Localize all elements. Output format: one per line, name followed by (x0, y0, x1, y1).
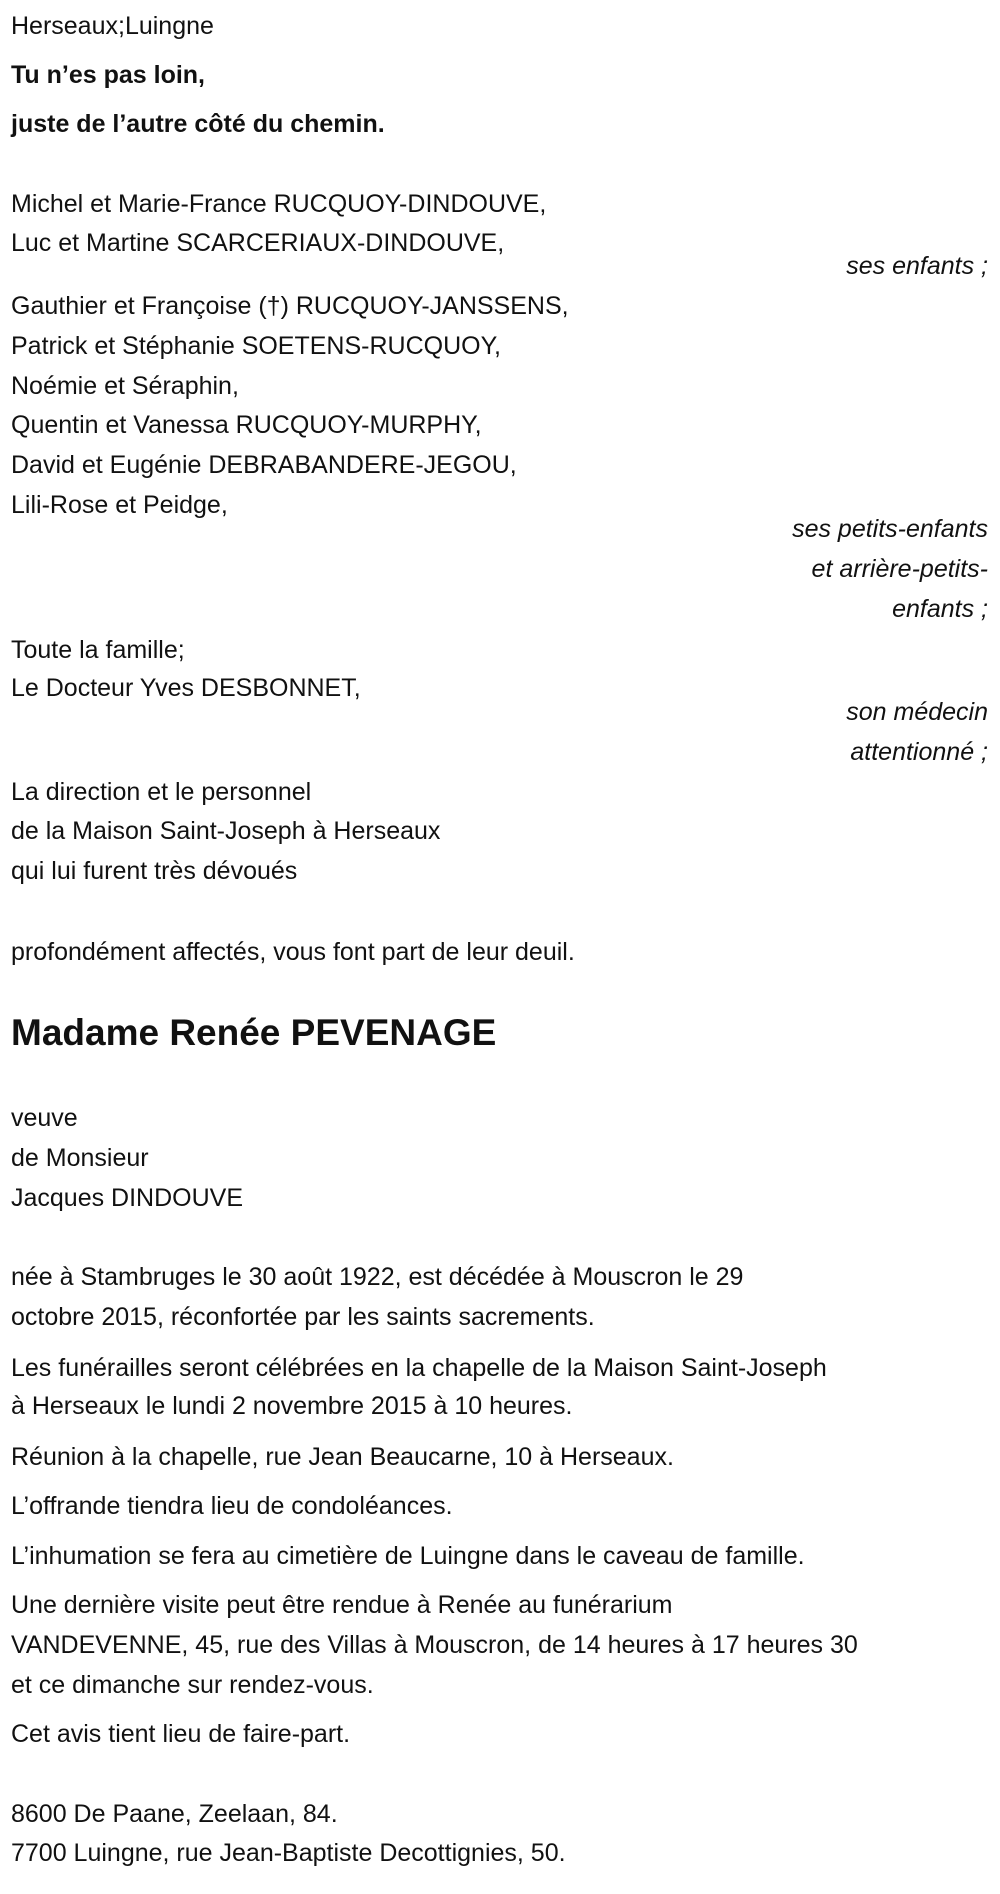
staff-line: qui lui furent très dévoués (11, 857, 298, 885)
children-line: Michel et Marie-France RUCQUOY-DINDOUVE, (11, 190, 547, 218)
detail-line: L’inhumation se fera au cimetière de Luingne dans le caveau de famille. (11, 1542, 805, 1570)
relation-label: ses enfants ; (846, 252, 988, 280)
widow-line: Jacques DINDOUVE (11, 1184, 244, 1212)
address-line: 7700 Luingne, rue Jean-Baptiste Decottignies, 50. (11, 1839, 566, 1867)
family-line: Le Docteur Yves DESBONNET, (11, 674, 361, 702)
widow-line: de Monsieur (11, 1144, 149, 1172)
relation-label: et arrière-petits- (811, 555, 988, 583)
grandchildren-line: Quentin et Vanessa RUCQUOY-MURPHY, (11, 411, 482, 439)
relation-label: enfants ; (892, 595, 988, 623)
detail-line: Les funérailles seront célébrées en la chapelle de la Maison Saint-Joseph (11, 1354, 827, 1382)
grandchildren-line: Patrick et Stéphanie SOETENS-RUCQUOY, (11, 332, 501, 360)
announcement-line: profondément affectés, vous font part de leur deuil. (11, 938, 575, 966)
relation-label: attentionné ; (850, 738, 988, 766)
place-line: Herseaux;Luingne (11, 12, 214, 40)
detail-line: à Herseaux le lundi 2 novembre 2015 à 10 heures. (11, 1392, 573, 1420)
widow-line: veuve (11, 1104, 78, 1132)
address-line: 8600 De Paane, Zeelaan, 84. (11, 1800, 338, 1828)
detail-line: L’offrande tiendra lieu de condoléances. (11, 1492, 453, 1520)
grandchildren-line: Lili-Rose et Peidge, (11, 491, 228, 519)
quote-line: Tu n’es pas loin, (11, 61, 206, 89)
grandchildren-line: Noémie et Séraphin, (11, 372, 239, 400)
relation-label: ses petits-enfants (792, 515, 988, 543)
quote-line: juste de l’autre côté du chemin. (11, 110, 385, 138)
detail-line: octobre 2015, réconfortée par les saints sacrements. (11, 1303, 595, 1331)
grandchildren-line: Gauthier et Françoise (†) RUCQUOY-JANSSENS, (11, 292, 569, 320)
deceased-name: Madame Renée PEVENAGE (11, 1012, 497, 1053)
detail-line: née à Stambruges le 30 août 1922, est décédée à Mouscron le 29 (11, 1263, 744, 1291)
grandchildren-line: David et Eugénie DEBRABANDERE-JEGOU, (11, 451, 517, 479)
staff-line: de la Maison Saint-Joseph à Herseaux (11, 817, 441, 845)
detail-line: Réunion à la chapelle, rue Jean Beaucarne, 10 à Herseaux. (11, 1443, 674, 1471)
family-line: Toute la famille; (11, 636, 185, 664)
staff-line: La direction et le personnel (11, 778, 312, 806)
detail-line: Une dernière visite peut être rendue à Renée au funérarium (11, 1591, 673, 1619)
children-line: Luc et Martine SCARCERIAUX-DINDOUVE, (11, 229, 505, 257)
detail-line: VANDEVENNE, 45, rue des Villas à Mouscron, de 14 heures à 17 heures 30 (11, 1631, 858, 1659)
detail-line: Cet avis tient lieu de faire-part. (11, 1720, 351, 1748)
relation-label: son médecin (846, 698, 988, 726)
detail-line: et ce dimanche sur rendez-vous. (11, 1671, 374, 1699)
